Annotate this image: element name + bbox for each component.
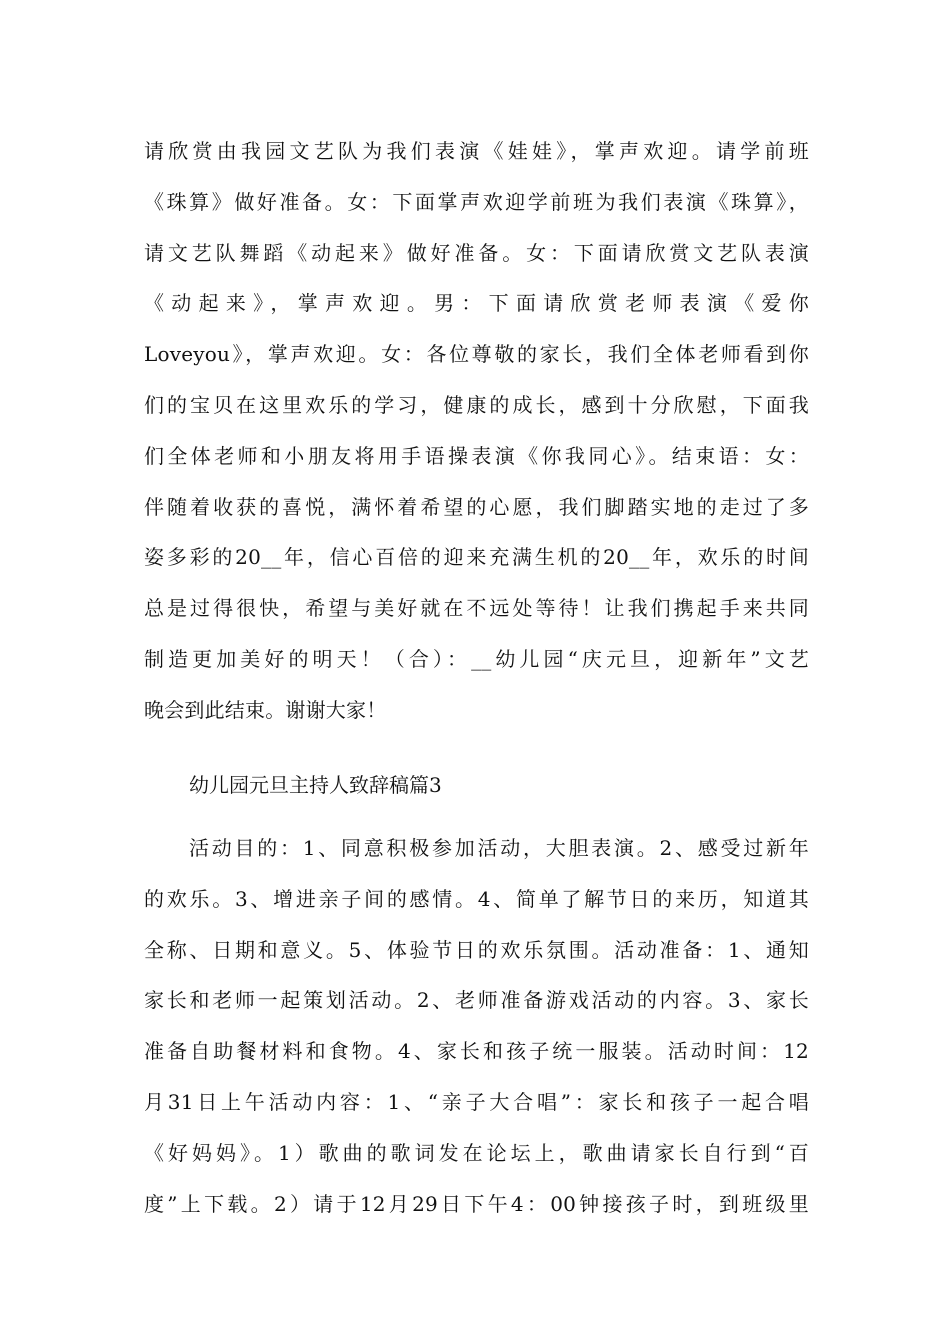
paragraph-2: [144, 823, 809, 1229]
text-line: 晚会到此结束。谢谢大家！: [144, 697, 387, 722]
text-line: 活动目的：1、同意积极参加活动，大胆表演。2、感受过新年: [189, 836, 809, 860]
section-heading: 幼儿园元旦主持人致辞稿篇3: [189, 773, 442, 797]
text-line: 《好妈妈》。1）歌曲的歌词发在论坛上，歌曲请家长自行到“百: [144, 1140, 809, 1165]
text-line: 准备自助餐材料和食物。4、家长和孩子统一服装。活动时间：12: [144, 1039, 809, 1064]
text-line: 制造更加美好的明天！（合）：__幼儿园“庆元旦，迎新年”文艺: [144, 646, 809, 671]
text-line: 月31日上午活动内容：1、“亲子大合唱”：家长和孩子一起合唱: [144, 1089, 809, 1114]
text-line: 度”上下载。2）请于12月29日下午4：00钟接孩子时，到班级里: [144, 1191, 809, 1216]
text-line: 们的宝贝在这里欢乐的学习，健康的成长，感到十分欣慰，下面我: [144, 392, 809, 417]
text-line: 《动起来》，掌声欢迎。男：下面请欣赏老师表演《爱你: [144, 291, 809, 316]
text-line: 伴随着收获的喜悦，满怀着希望的心愿，我们脚踏实地的走过了多: [144, 494, 809, 519]
paragraph-1: [144, 126, 809, 736]
text-line: 《珠算》做好准备。女：下面掌声欢迎学前班为我们表演《珠算》，: [144, 189, 809, 214]
text-line: 请文艺队舞蹈《动起来》做好准备。女：下面请欣赏文艺队表演: [144, 240, 809, 265]
text-line: 总是过得很快，希望与美好就在不远处等待！让我们携起手来共同: [144, 596, 809, 621]
text-line: 的欢乐。3、增进亲子间的感情。4、简单了解节日的来历，知道其: [144, 886, 809, 911]
text-line: 请欣赏由我园文艺队为我们表演《娃娃》，掌声欢迎。请学前班: [144, 139, 809, 163]
text-line: 姿多彩的20__年，信心百倍的迎来充满生机的20__年，欢乐的时间: [144, 545, 809, 570]
text-line: 全称、日期和意义。5、体验节日的欢乐氛围。活动准备：1、通知: [144, 937, 809, 962]
text-line: Loveyou》，掌声欢迎。女：各位尊敬的家长，我们全体老师看到你: [144, 342, 809, 367]
text-line: 们全体老师和小朋友将用手语操表演《你我同心》。结束语：女：: [144, 443, 809, 468]
text-line: 家长和老师一起策划活动。2、老师准备游戏活动的内容。3、家长: [144, 988, 809, 1013]
